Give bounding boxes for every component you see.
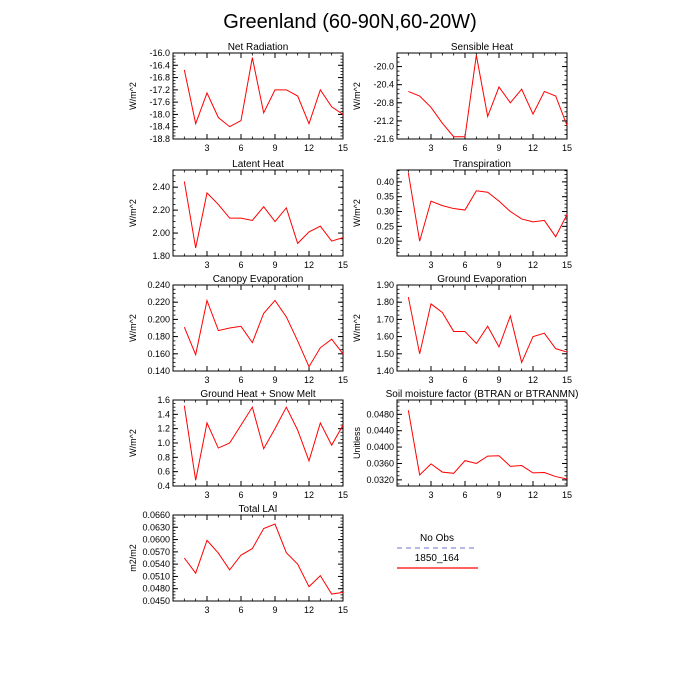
x-tick-label: 6 xyxy=(462,143,468,153)
y-tick-label: 1.90 xyxy=(376,280,394,290)
panel-title: Sensible Heat xyxy=(450,42,514,53)
panel-7 xyxy=(352,389,578,500)
x-tick-label: 15 xyxy=(337,605,349,615)
x-tick-label: 9 xyxy=(496,143,502,153)
x-tick-label: 12 xyxy=(527,143,539,153)
x-tick-label: 15 xyxy=(561,490,573,500)
y-axis-label: Unitless xyxy=(352,426,362,460)
y-tick-label: -17.2 xyxy=(149,84,170,95)
panel-title: Total LAI xyxy=(238,504,278,515)
y-tick-label: 0.6 xyxy=(157,466,170,477)
panel-8 xyxy=(128,504,348,615)
series-line-1850-164 xyxy=(184,524,343,594)
series-line-1850-164 xyxy=(184,300,343,366)
y-tick-label: -21.6 xyxy=(373,134,394,144)
panel-frame xyxy=(173,515,343,601)
y-tick-label: 0.180 xyxy=(147,331,170,342)
panel-2 xyxy=(128,159,348,270)
y-axis-label: W/m^2 xyxy=(352,199,362,227)
legend-label-model: 1850_164 xyxy=(414,553,460,564)
x-tick-label: 3 xyxy=(428,375,434,385)
x-tick-label: 3 xyxy=(204,605,210,615)
y-tick-label: 0.8 xyxy=(157,452,170,463)
x-tick-label: 15 xyxy=(337,260,349,270)
x-tick-label: 6 xyxy=(462,375,468,385)
x-tick-label: 9 xyxy=(272,375,278,385)
series-line-1850-164 xyxy=(184,406,343,481)
panel-6 xyxy=(128,389,348,500)
x-tick-label: 9 xyxy=(496,260,502,270)
y-tick-label: 1.80 xyxy=(376,297,394,308)
x-tick-label: 3 xyxy=(428,260,434,270)
panel-frame xyxy=(397,285,567,371)
panel-title: Transpiration xyxy=(453,159,511,170)
y-tick-label: 0.0510 xyxy=(142,571,170,582)
panel-4 xyxy=(128,274,348,385)
x-tick-label: 9 xyxy=(496,375,502,385)
y-tick-label: 1.4 xyxy=(157,409,170,420)
y-tick-label: -20.0 xyxy=(373,61,394,72)
legend-label-obs: No Obs xyxy=(420,533,454,544)
y-tick-label: 0.0600 xyxy=(142,534,170,545)
y-tick-label: 0.25 xyxy=(376,221,394,232)
y-tick-label: 0.30 xyxy=(376,206,394,217)
y-tick-label: 0.240 xyxy=(147,280,170,290)
y-tick-label: 1.0 xyxy=(157,438,170,448)
x-tick-label: 9 xyxy=(272,490,278,500)
x-tick-label: 15 xyxy=(337,375,349,385)
y-tick-label: 0.160 xyxy=(147,348,170,359)
y-tick-label: 0.0540 xyxy=(142,559,170,570)
y-tick-label: 0.0480 xyxy=(142,583,170,594)
panel-frame xyxy=(173,400,343,486)
x-tick-label: 9 xyxy=(496,490,502,500)
y-tick-label: 0.0360 xyxy=(366,458,394,469)
panel-frame xyxy=(397,400,567,486)
y-tick-label: -17.6 xyxy=(149,97,170,108)
legend xyxy=(397,533,478,568)
y-axis-label: W/m^2 xyxy=(128,199,138,227)
panel-title: Net Radiation xyxy=(227,42,289,53)
y-tick-label: -20.4 xyxy=(373,79,394,90)
y-tick-label: -16.0 xyxy=(149,48,170,58)
panel-3 xyxy=(352,159,572,270)
y-tick-label: 1.80 xyxy=(152,251,170,261)
x-tick-label: 3 xyxy=(204,143,210,153)
x-tick-label: 12 xyxy=(303,260,315,270)
y-tick-label: 2.40 xyxy=(152,182,170,193)
figure-title: Greenland (60-90N,60-20W) xyxy=(223,11,477,33)
x-tick-label: 3 xyxy=(428,490,434,500)
x-tick-label: 9 xyxy=(272,605,278,615)
panel-5 xyxy=(352,274,572,385)
y-tick-label: 0.4 xyxy=(157,481,170,491)
y-tick-label: 1.40 xyxy=(376,366,394,376)
panel-title: Latent Heat xyxy=(232,159,284,170)
y-tick-label: 1.50 xyxy=(376,348,394,359)
y-axis-label: W/m^2 xyxy=(352,314,362,342)
x-tick-label: 6 xyxy=(238,260,244,270)
y-tick-label: 0.200 xyxy=(147,314,170,325)
x-tick-label: 15 xyxy=(561,375,573,385)
y-axis-label: m2/m2 xyxy=(128,544,138,572)
series-line-1850-164 xyxy=(408,55,567,136)
panel-title: Ground Evaporation xyxy=(437,274,527,285)
y-tick-label: 0.35 xyxy=(376,191,394,202)
y-axis-label: W/m^2 xyxy=(128,82,138,110)
y-tick-label: 0.0320 xyxy=(366,474,394,485)
series-line-1850-164 xyxy=(408,297,567,362)
series-line-1850-164 xyxy=(408,410,567,479)
x-tick-label: 12 xyxy=(303,605,315,615)
x-tick-label: 3 xyxy=(204,375,210,385)
x-tick-label: 12 xyxy=(527,490,539,500)
x-tick-label: 3 xyxy=(204,260,210,270)
x-tick-label: 15 xyxy=(337,490,349,500)
y-tick-label: -18.4 xyxy=(149,121,170,132)
x-tick-label: 12 xyxy=(527,260,539,270)
y-tick-label: -20.8 xyxy=(373,97,394,108)
y-tick-label: 0.20 xyxy=(376,236,394,247)
y-tick-label: 0.0400 xyxy=(366,442,394,453)
y-axis-label: W/m^2 xyxy=(352,82,362,110)
panel-frame xyxy=(173,53,343,139)
y-tick-label: -16.8 xyxy=(149,72,170,83)
panels xyxy=(128,42,578,615)
panel-title: Soil moisture factor (BTRAN or BTRANMN) xyxy=(385,389,579,400)
y-tick-label: 0.0480 xyxy=(366,409,394,420)
y-tick-label: -16.4 xyxy=(149,60,170,71)
x-tick-label: 6 xyxy=(238,490,244,500)
x-tick-label: 12 xyxy=(527,375,539,385)
series-line-1850-164 xyxy=(184,58,343,127)
y-tick-label: 2.00 xyxy=(152,228,170,239)
x-tick-label: 6 xyxy=(462,260,468,270)
panel-0 xyxy=(128,42,348,153)
y-tick-label: 0.0630 xyxy=(142,522,170,533)
x-tick-label: 9 xyxy=(272,260,278,270)
panel-title: Ground Heat + Snow Melt xyxy=(200,389,316,400)
x-tick-label: 9 xyxy=(272,143,278,153)
x-tick-label: 6 xyxy=(462,490,468,500)
y-tick-label: 0.220 xyxy=(147,297,170,308)
x-tick-label: 15 xyxy=(561,260,573,270)
panel-frame xyxy=(397,53,567,139)
y-tick-label: 0.0570 xyxy=(142,546,170,557)
x-tick-label: 3 xyxy=(204,490,210,500)
x-tick-label: 12 xyxy=(303,143,315,153)
x-tick-label: 15 xyxy=(337,143,349,153)
y-tick-label: 2.20 xyxy=(152,205,170,216)
y-tick-label: 1.70 xyxy=(376,314,394,325)
y-axis-label: W/m^2 xyxy=(128,429,138,457)
x-tick-label: 3 xyxy=(428,143,434,153)
y-tick-label: 0.0450 xyxy=(142,596,170,606)
panel-title: Canopy Evaporation xyxy=(212,274,304,285)
panel-1 xyxy=(352,42,572,153)
y-tick-label: -18.0 xyxy=(149,109,170,120)
y-tick-label: 1.2 xyxy=(157,423,170,434)
panel-frame xyxy=(397,170,567,256)
x-tick-label: 6 xyxy=(238,143,244,153)
series-line-1850-164 xyxy=(408,173,567,241)
y-tick-label: 1.6 xyxy=(157,395,170,405)
x-tick-label: 6 xyxy=(238,605,244,615)
y-tick-label: -18.8 xyxy=(149,134,170,144)
y-tick-label: -21.2 xyxy=(373,115,394,126)
x-tick-label: 12 xyxy=(303,375,315,385)
y-tick-label: 0.0660 xyxy=(142,510,170,520)
x-tick-label: 6 xyxy=(238,375,244,385)
y-tick-label: 0.40 xyxy=(376,176,394,187)
y-axis-label: W/m^2 xyxy=(128,314,138,342)
x-tick-label: 12 xyxy=(303,490,315,500)
y-tick-label: 1.60 xyxy=(376,331,394,342)
x-tick-label: 15 xyxy=(561,143,573,153)
y-tick-label: 0.140 xyxy=(147,366,170,376)
y-tick-label: 0.0440 xyxy=(366,425,394,436)
series-line-1850-164 xyxy=(184,181,343,248)
